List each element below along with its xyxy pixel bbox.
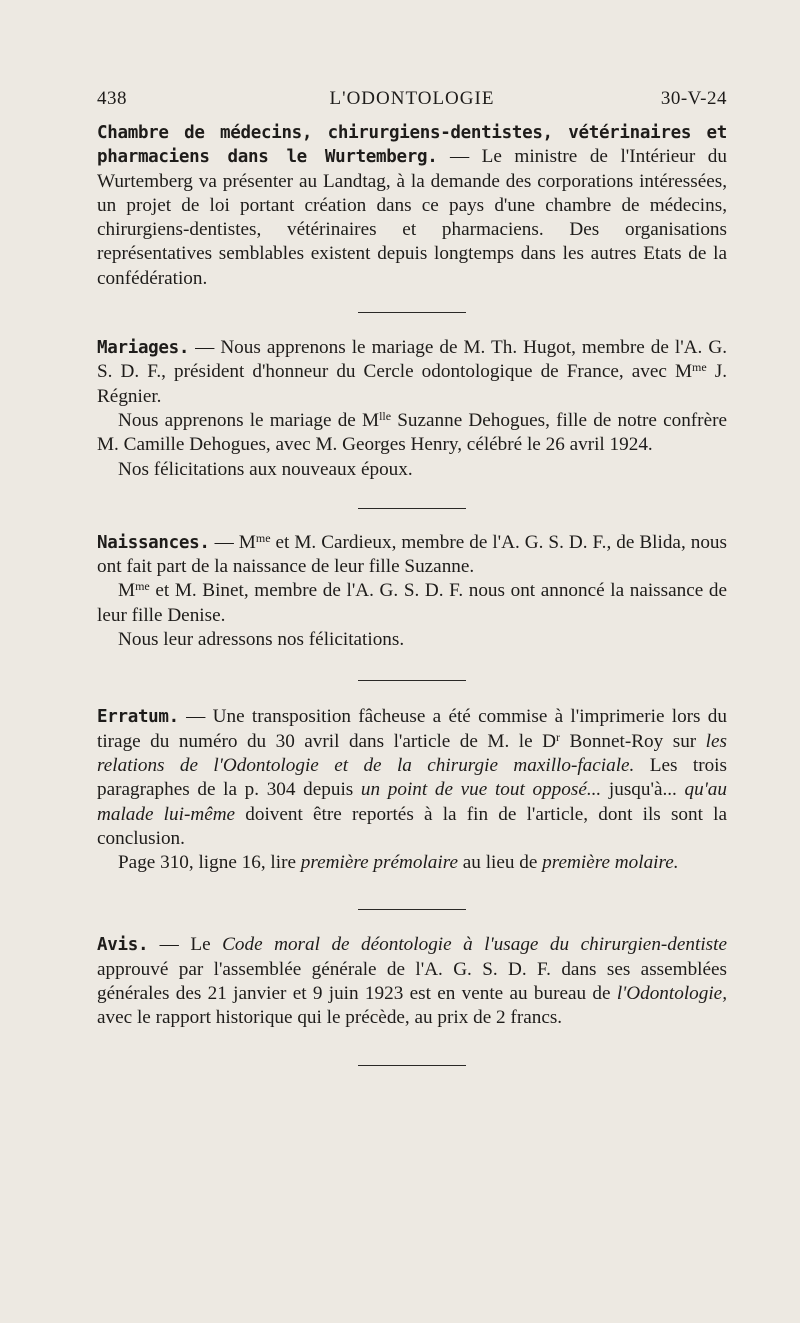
italic-quote: un point de vue tout opposé... (360, 779, 602, 801)
paragraph-naissances-2 (97, 579, 727, 628)
section-divider (358, 312, 466, 313)
section-divider (358, 508, 466, 509)
paragraph-mariages-1 (97, 336, 727, 409)
superscript: me (255, 530, 271, 545)
paragraph-text: Nous apprenons le mariage de M (118, 409, 380, 431)
paragraph-text: — Le ministre de l'Intérieur du Wurtemberg va présenter au Landtag, à la demande des corporations intéressées, un projet de loi portant création dans ce pays d'une chambre de médecins, chirurgiens-dentistes, vétérinaires et pharmaciens. Des organisations représentatives semblables existent depuis longtemps dans les autres Etats de la confédération. (97, 146, 727, 289)
paragraph-erratum-2 (97, 851, 727, 875)
page-content (97, 121, 727, 1066)
section-heading-erratum: Erratum. (97, 707, 179, 728)
paragraph-naissances-3: Nous leur adressons nos félicitations. (118, 629, 405, 651)
paragraph-avis (97, 933, 727, 1030)
italic-book-title: Code moral de déontologie à l'usage du chirurgien-dentiste (222, 934, 727, 956)
superscript: r (555, 729, 560, 744)
paragraph-text: avec le rapport historique qui le précède, au prix de 2 francs. (97, 1007, 563, 1029)
journal-title: L'ODONTOLOGIE (329, 88, 495, 109)
italic-journal-name: l'Odontologie, (616, 983, 727, 1005)
paragraph-erratum-1 (97, 705, 727, 851)
paragraph-text: doivent être reportés à la fin de l'article, dont ils sont la conclusion. (97, 803, 727, 849)
italic-quote: qu'au malade lui-même (97, 779, 727, 825)
paragraph-text: — M (209, 531, 256, 553)
italic-term: première prémolaire (300, 852, 458, 874)
section-divider (358, 909, 466, 910)
paragraph-text: jusqu'à... (601, 779, 685, 801)
paragraph-text: et M. Binet, membre de l'A. G. S. D. F. nous ont annoncé la naissance de leur fille Denise. (97, 580, 727, 626)
running-header (97, 88, 727, 116)
paragraph-mariages-3: Nos félicitations aux nouveaux époux. (118, 458, 413, 480)
section-heading-mariages: Mariages. (97, 338, 190, 359)
paragraph-text: — Le (148, 934, 223, 956)
paragraph-text: — Nous apprenons le mariage de M. Th. Hugot, membre de l'A. G. S. D. F., président d'honneur du Cercle odontologique de France, avec M (97, 337, 727, 383)
paragraph-text: Suzanne Dehogues, fille de notre confrère M. Camille Dehogues, avec M. Georges Henry, célébré le 26 avril 1924. (97, 409, 727, 456)
paragraph-text: M (118, 580, 136, 602)
page-number: 438 (97, 88, 127, 109)
section-heading-avis: Avis. (97, 935, 149, 956)
paragraph-text: J. Régnier. (97, 361, 727, 407)
paragraph-text: Page 310, ligne 16, lire (118, 852, 301, 874)
italic-article-title: les relations de l'Odontologie et de la chirurgie maxillo-faciale. (97, 730, 727, 776)
paragraph-naissances-1 (97, 531, 727, 580)
paragraph-text: et M. Cardieux, membre de l'A. G. S. D. F., de Blida, nous ont fait part de la naissance de leur fille Suzanne. (97, 531, 727, 578)
superscript: me (692, 360, 707, 375)
paragraph-chambre (97, 121, 727, 291)
paragraph-text: — Une transposition fâcheuse a été commise à l'imprimerie lors du tirage du numéro du 30 avril dans l'article de M. le D (97, 706, 727, 752)
paragraph-text: Les trois paragraphes de la p. 304 depuis (97, 754, 727, 801)
end-divider (358, 1065, 466, 1066)
section-heading-naissances: Naissances. (97, 532, 210, 553)
section-divider (358, 680, 466, 681)
superscript: lle (379, 408, 392, 423)
italic-term: première molaire. (542, 852, 679, 874)
paragraph-mariages-2 (97, 409, 727, 458)
section-heading-chambre: Chambre de médecins, chirurgiens-dentistes, vétérinaires et pharmaciens dans le Wurtemberg. (97, 123, 727, 168)
superscript: me (135, 579, 150, 594)
issue-date: 30-V-24 (660, 88, 727, 109)
paragraph-text: Bonnet-Roy sur (559, 730, 706, 752)
paragraph-text: approuvé par l'assemblée générale de l'A. G. S. D. F. dans ses assemblées générales des 21 janvier et 9 juin 1923 est en vente au bureau de (97, 958, 727, 1005)
paragraph-text: au lieu de (457, 852, 543, 874)
